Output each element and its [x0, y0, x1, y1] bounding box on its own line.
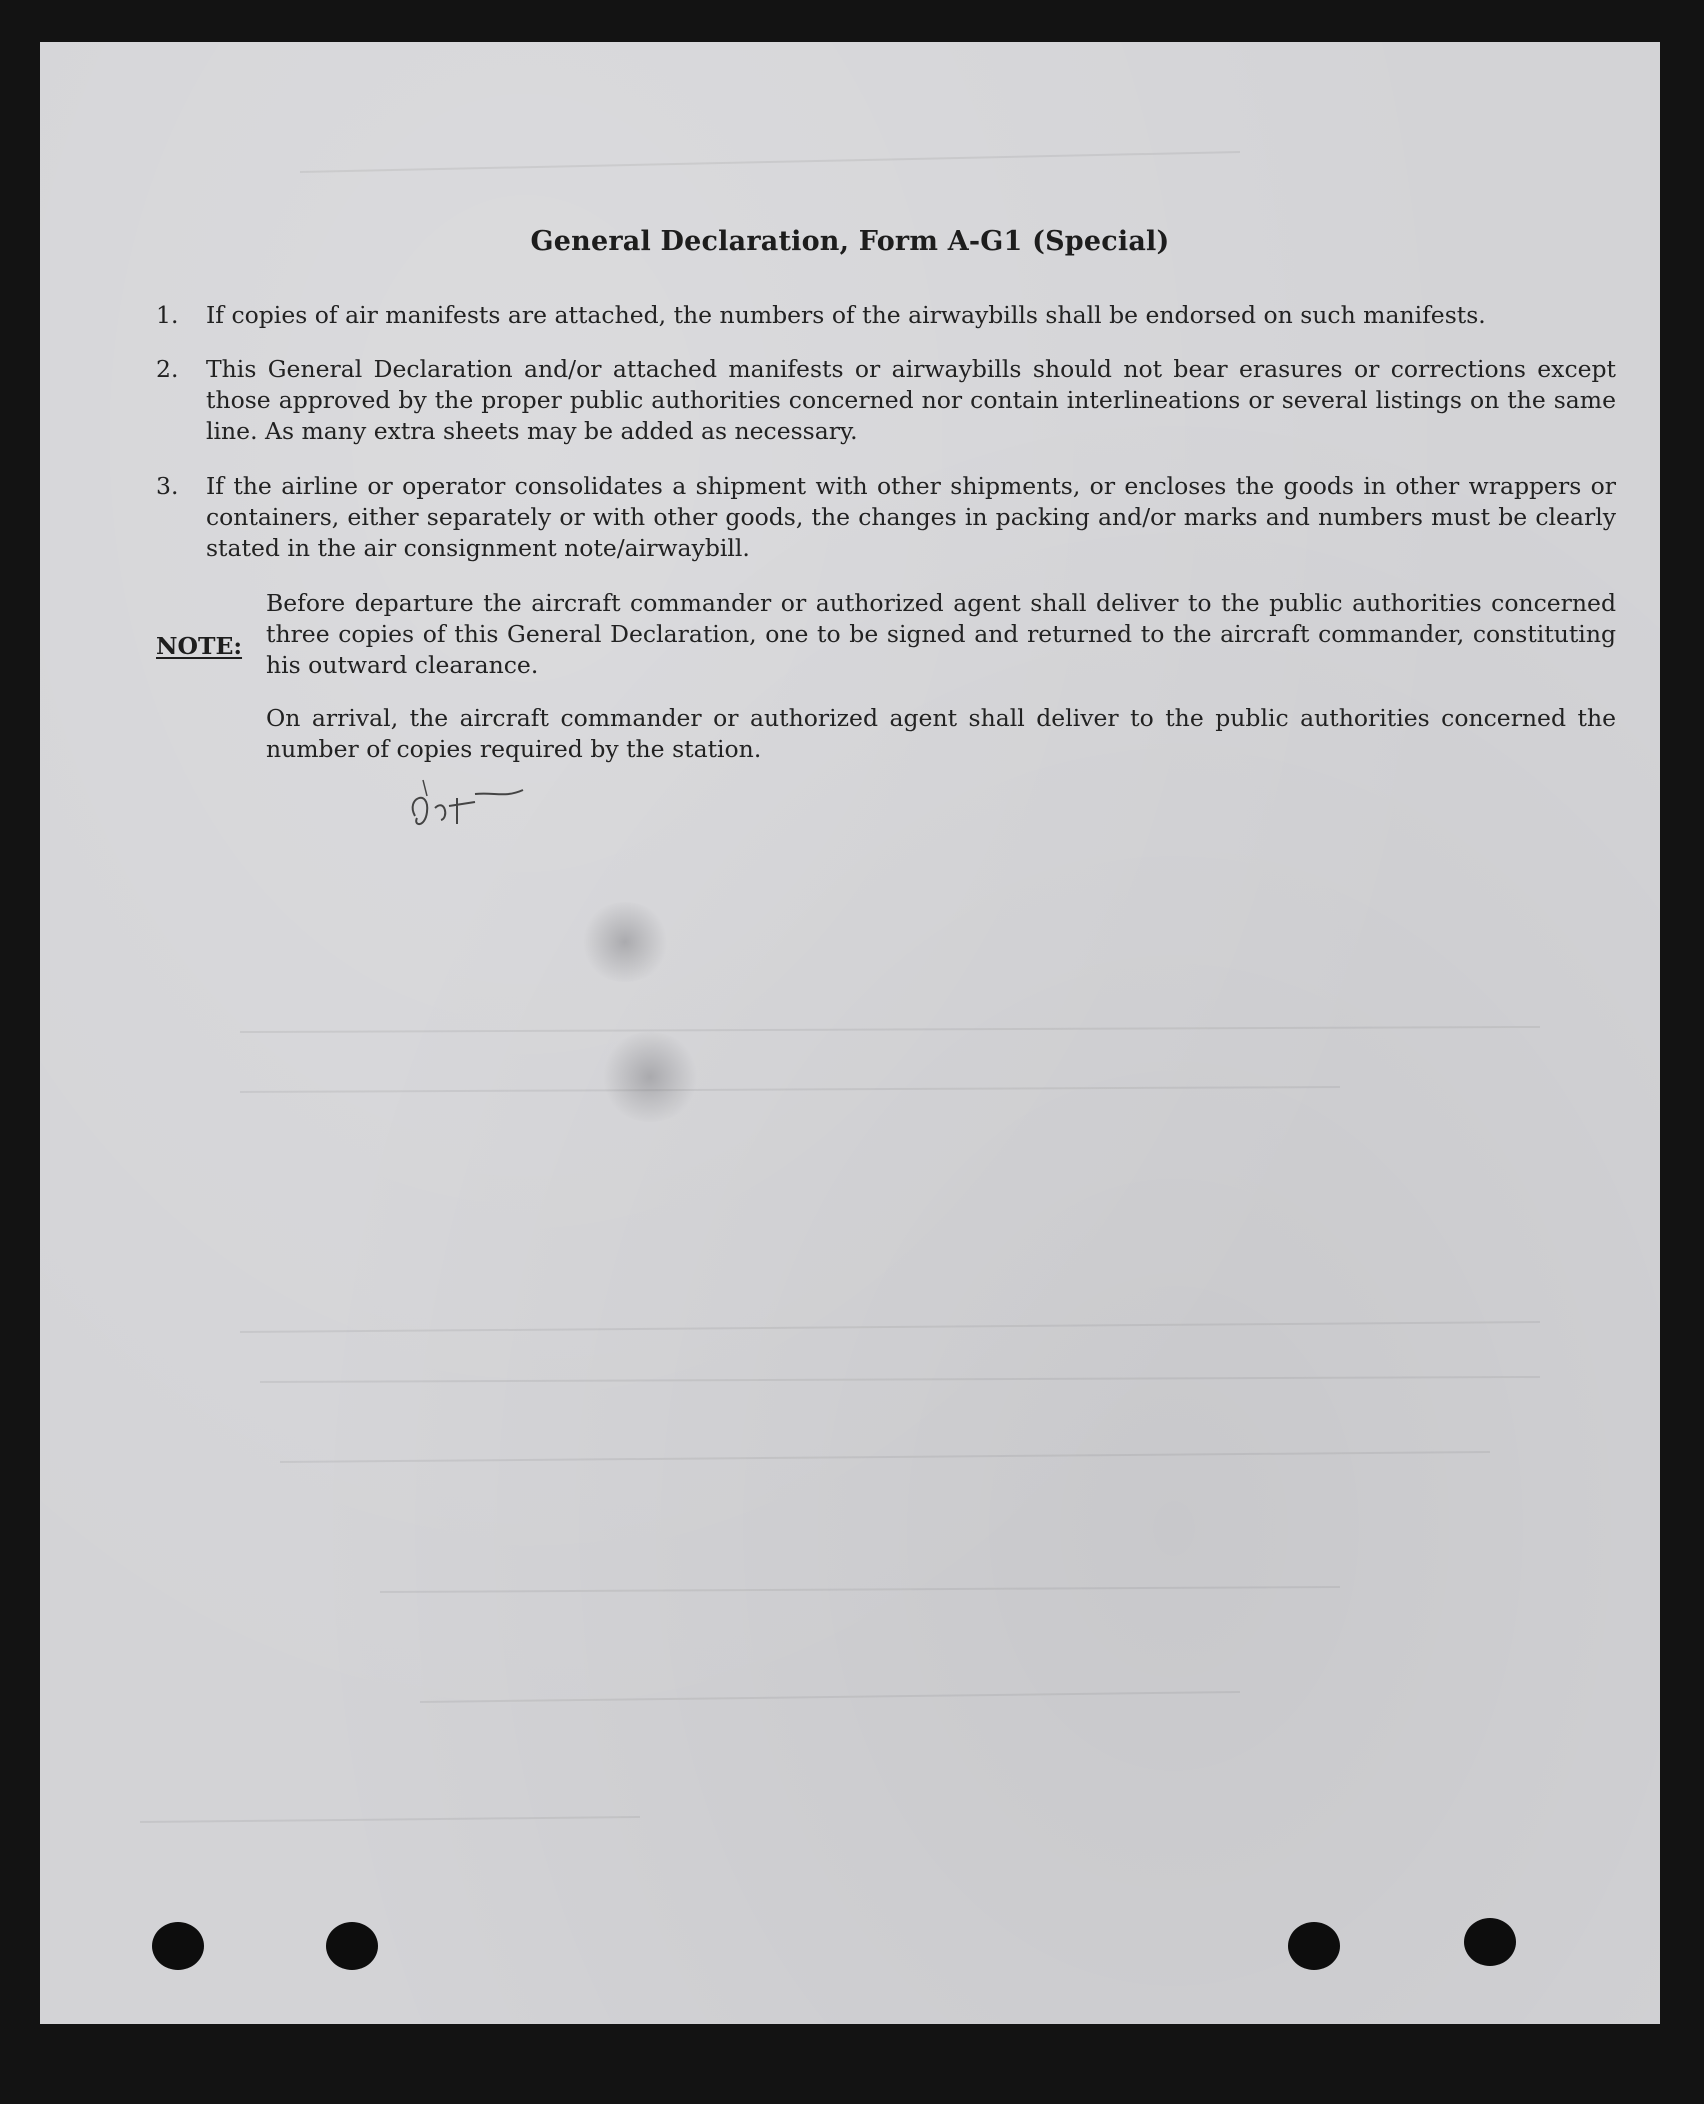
list-item-text: This General Declaration and/or attached manifests or airwaybills should not bear erasures or corrections except those approved by the proper public authorities concerned nor contain interlineations or several listings on the same line. As many extra sheets may be added as necessary. [206, 355, 1616, 445]
note-paragraph-2: On arrival, the aircraft commander or authorized agent shall deliver to the public authorities concerned the number of copies required by the station. [266, 704, 1616, 763]
list-item-number: 2. [156, 355, 179, 383]
document-page [40, 42, 1660, 2024]
punch-hole [152, 1922, 204, 1970]
list-item-text: If copies of air manifests are attached, the numbers of the airwaybills shall be endorsed on such manifests. [206, 301, 1486, 329]
punch-hole [1464, 1918, 1516, 1966]
punch-hole [1288, 1922, 1340, 1970]
list-item-number: 1. [156, 301, 179, 329]
note-paragraph-1: Before departure the aircraft commander or authorized agent shall deliver to the public authorities concerned three copies of this General Declaration, one to be signed and returned to the aircraft commander, constituting his outward clearance. [266, 589, 1616, 679]
bleed-through-lines [40, 42, 1660, 2024]
document-title: General Declaration, Form A-G1 (Special) [530, 226, 1170, 257]
list-item-text: If the airline or operator consolidates a shipment with other shipments, or encloses the goods in other wrappers or containers, either separately or with other goods, the changes in packing and/or marks and numbers must be clearly stated in the air consignment note/airwaybill. [206, 472, 1616, 562]
punch-hole [326, 1922, 378, 1970]
note-label: NOTE: [156, 632, 243, 660]
handwritten-mark [405, 768, 535, 838]
list-item-number: 3. [156, 472, 179, 500]
